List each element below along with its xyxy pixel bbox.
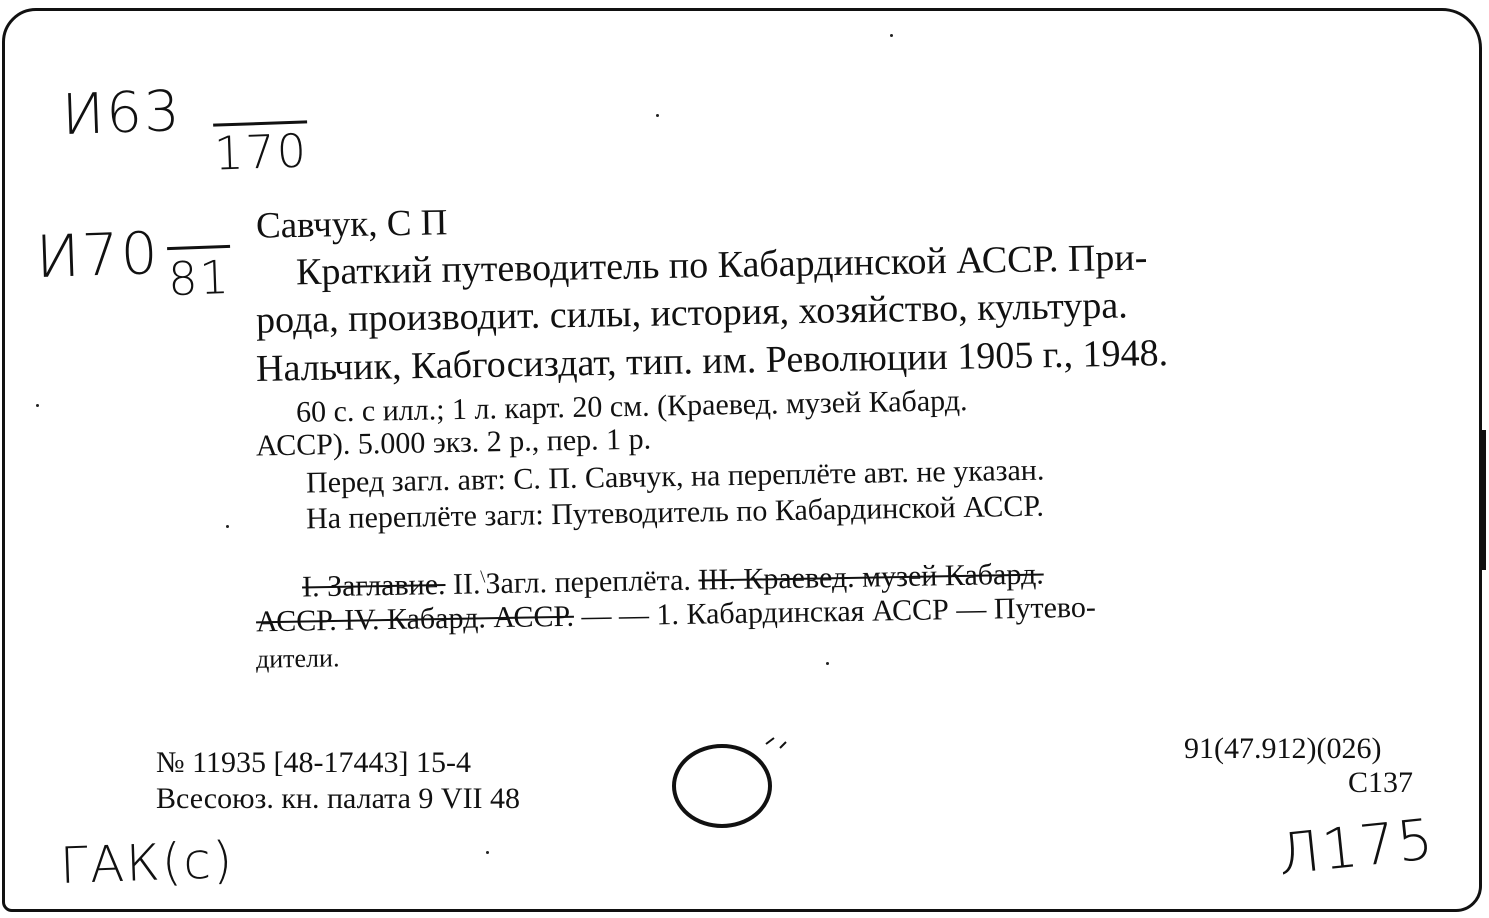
title-line-1: Краткий путеводитель по Кабардинской АССР. При- [295,236,1148,294]
tracing-struck-title: I. Заглавие. [301,567,446,604]
note-author: Перед загл. авт: С. П. Савчук, на переплёте авт. не указан. [305,453,1045,500]
speck [226,525,229,528]
note-cover-title: На переплёте загл: Путеводитель по Кабардинской АССР. [305,489,1045,536]
author-heading: Савчук, С П [255,202,448,247]
physical-description-line-1: 60 с. с илл.; 1 л. карт. 20 см. (Краевед. музей Кабард. [295,384,968,429]
cutter-number: С137 [1348,766,1414,799]
classification-index: 91(47.912)(026) [1184,732,1382,765]
handwritten-fraction-top: 170 [213,120,309,176]
tracing-struck-museum: III. Краевед. музей Кабард. [698,557,1044,597]
tracing-struck-assr: АССР. IV. Кабард. АССР. [255,599,575,639]
stamp-oval [662,734,792,834]
speck [826,662,829,665]
card-number-line: № 11935 [48-17443] 15-4 [156,746,471,779]
tracing-part-2-mark: \ [480,566,486,587]
speck [36,404,39,407]
tracing-part-3: Загл. переплёта. [485,563,699,601]
handwritten-index-top: И63 [60,78,183,149]
handwritten-index-mid: И70 [34,218,161,292]
physical-description-line-2: АССР). 5.000 экз. 2 р., пер. 1 р. [255,422,652,463]
card-edge-shadow [1480,430,1486,570]
title-line-3: Нальчик, Кабгосиздат, тип. им. Революции 1905 г., 1948. [255,332,1169,390]
handwritten-fraction-mid: 81 [167,245,231,302]
tracing-part-5: — — 1. Кабардинская АССР — Путево- [573,590,1097,633]
title-line-2: рода, производит. силы, история, хозяйство, культура. [255,284,1129,342]
speck [890,34,893,37]
book-chamber-line: Всесоюз. кн. палата 9 VII 48 [156,782,521,815]
handwritten-mark-gak: ГАК(с) [59,830,236,896]
speck [656,114,659,117]
tracings-line-3: дители. [255,643,340,674]
handwritten-mark-bottom-right: Л175 [1274,806,1438,889]
tracing-part-2: II. [445,567,481,601]
speck [486,851,489,854]
